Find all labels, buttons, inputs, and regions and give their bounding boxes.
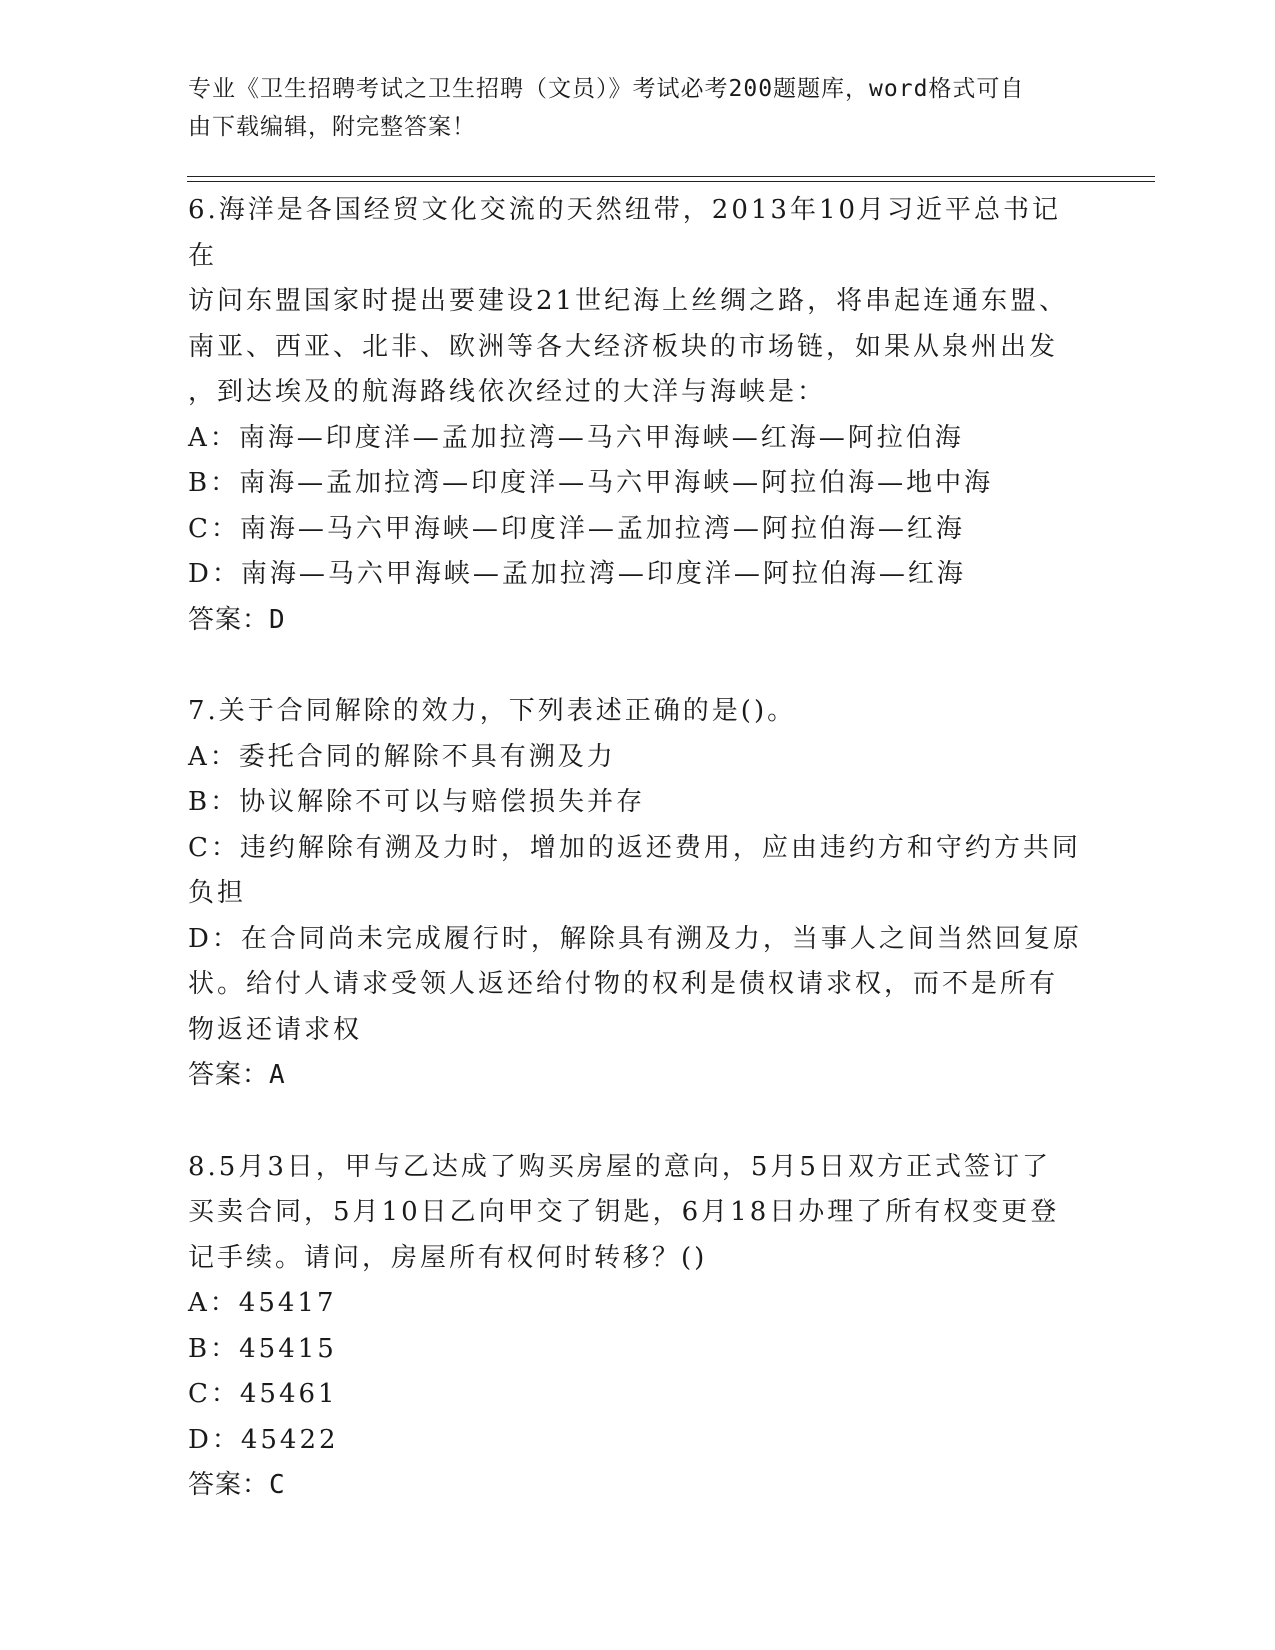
answer-label: 答案：C — [188, 1470, 286, 1500]
option-line: B：45415 — [188, 1333, 337, 1364]
option-line: D：南海—马六甲海峡—孟加拉湾—印度洋—阿拉伯海—红海 — [188, 559, 966, 589]
header-line: 由下载编辑，附完整答案！ — [188, 114, 476, 140]
option-a — [188, 1281, 1088, 1327]
option-b — [188, 1327, 1088, 1373]
option-line: C：南海—马六甲海峡—印度洋—孟加拉湾—阿拉伯海—红海 — [188, 513, 965, 544]
stem-line: 记手续。请问，房屋所有权何时转移？() — [188, 1242, 708, 1273]
question-stem — [188, 188, 1088, 416]
option-line: C：违约解除有溯及力时，增加的返还费用，应由违约方和守约方共同 — [188, 832, 1081, 863]
answer-label: 答案：A — [188, 1060, 286, 1090]
option-line: B：协议解除不可以与赔偿损失并存 — [188, 787, 646, 817]
option-line: D：45422 — [188, 1424, 339, 1455]
option-line: A：45417 — [188, 1288, 337, 1318]
option-c — [188, 1372, 1088, 1418]
option-d — [188, 917, 1088, 1054]
spacer — [188, 643, 1088, 689]
option-line: 物返还请求权 — [188, 1014, 363, 1045]
option-line: D：在合同尚未完成履行时，解除具有溯及力，当事人之间当然回复原 — [188, 923, 1082, 954]
option-line: B：南海—孟加拉湾—印度洋—马六甲海峡—阿拉伯海—地中海 — [188, 468, 994, 498]
question-stem — [188, 689, 1088, 735]
stem-line: 买卖合同，5月10日乙向甲交了钥匙，6月18日办理了所有权变更登 — [188, 1197, 1060, 1227]
option-d — [188, 552, 1088, 598]
question-8 — [188, 1145, 1088, 1509]
option-line: 负担 — [188, 878, 247, 908]
option-d — [188, 1418, 1088, 1464]
option-c — [188, 507, 1088, 553]
question-7 — [188, 689, 1088, 1099]
option-c — [188, 826, 1088, 917]
question-6 — [188, 188, 1088, 643]
option-b — [188, 780, 1088, 826]
option-line: A：委托合同的解除不具有溯及力 — [188, 741, 616, 772]
stem-line: 南亚、西亚、北非、欧洲等各大经济板块的市场链，如果从泉州出发 — [188, 331, 1059, 362]
option-b — [188, 461, 1088, 507]
option-a — [188, 735, 1088, 781]
spacer — [188, 1099, 1088, 1145]
stem-line: 6.海洋是各国经贸文化交流的天然纽带，2013年10月习近平总书记在 — [188, 195, 1062, 271]
answer-label: 答案：D — [188, 604, 286, 635]
question-list — [188, 188, 1088, 1509]
stem-line: 8.5月3日，甲与乙达成了购买房屋的意向，5月5日双方正式签订了 — [188, 1151, 1051, 1182]
option-line: A：南海—印度洋—孟加拉湾—马六甲海峡—红海—阿拉伯海 — [188, 422, 964, 453]
page-header — [188, 70, 1068, 146]
header-line: 专业《卫生招聘考试之卫生招聘（文员）》考试必考200题题库，word格式可自 — [188, 76, 1025, 102]
option-line: 状。给付人请求受领人返还给付物的权利是债权请求权，而不是所有 — [188, 969, 1059, 999]
header-divider — [187, 176, 1155, 182]
option-a — [188, 416, 1088, 462]
question-stem — [188, 1145, 1088, 1282]
stem-line: ，到达埃及的航海路线依次经过的大洋与海峡是： — [188, 377, 827, 407]
stem-line: 访问东盟国家时提出要建设21世纪海上丝绸之路，将串起连通东盟、 — [188, 286, 1069, 316]
stem-line: 7.关于合同解除的效力，下列表述正确的是()。 — [188, 696, 797, 726]
option-line: C：45461 — [188, 1379, 338, 1409]
